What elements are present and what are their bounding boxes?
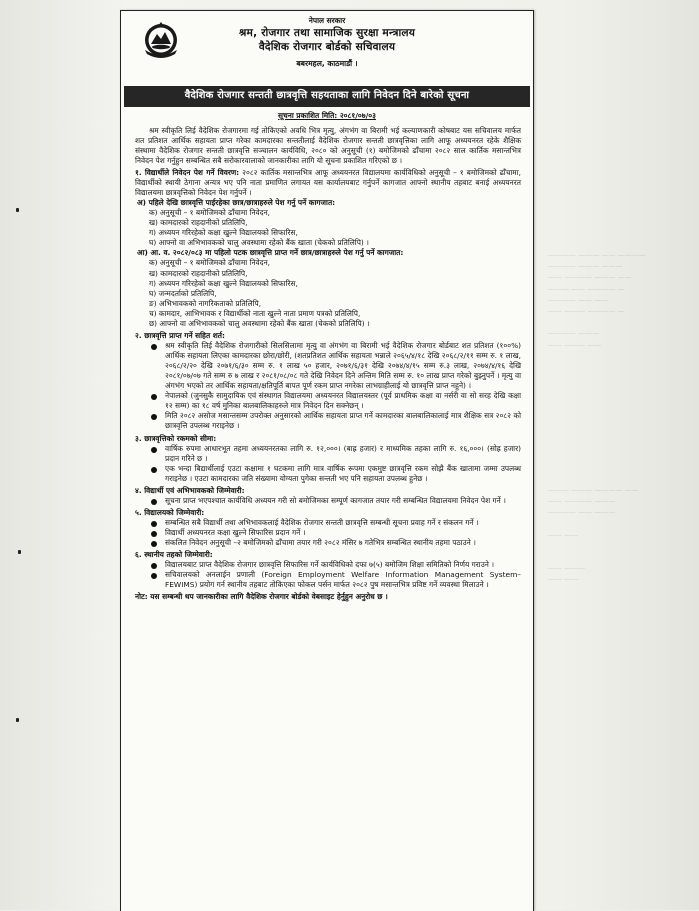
- list-item: सम्बन्धित सबै विद्यार्थी तथा अभिभावकलाई वैदेशिक रोजगार सन्तती छात्रवृत्ति सम्बन्धी सूचना प्रवाह गर्ने र संकलन गर्ने ।: [147, 518, 521, 528]
- list-item: ङ) अभिभावकको नागरिकताको प्रतिलिपि,: [149, 298, 262, 308]
- board-name: वैदेशिक रोजगार बोर्डको सचिवालय: [258, 41, 396, 54]
- section-2: [135, 331, 521, 432]
- section-5: [135, 508, 521, 548]
- list-item: श्रम स्वीकृति लिई वैदेशिक रोजगारीको सिलसिलामा मृत्यु वा अंगभंग वा बिरामी भई वैदेशिक रोजगार बोर्डबाट शत प्रतिशत (१००%) आर्थिक सहायता लिएका कामदारका छोरा/छोरी, (शतप्रतिशत आर्थिक सहायता भन्नाले २०६५/४/१८ देखि २०६८/२/११ सम्म रु. १ लाख, २०६८/२/२० देखि २०७१/६/३० सम्म रु. १ लाख ५० हजार, २०७१/६/३१ देखि २०७४/४/१५ सम्म रु.३ लाख, २०७४/४/१६ देखि २०८१/०७/०७ गते सम्म रु ७ लाख र २०८१/०८/०८ गते देखि निवेदन दिने अन्तिम मिति सम्म रु. १० लाख प्राप्त गरेको बुझ्नुपर्ने । मृत्यु वा अंगभंग भएको तर आर्थिक सहायता/क्षतिपूर्ति बापत पूर्ण रकम प्राप्त नगरेका लाभग्राहीलाई यो छात्रवृत्ति प्राप्त नहुने) ।: [147, 341, 521, 391]
- bullet-list: [147, 518, 521, 548]
- binder-hole-mark: [18, 550, 21, 554]
- gov-label: नेपाल सरकार: [308, 16, 346, 25]
- publish-date: सूचना प्रकाशित मिति: २०८१/०७/०३: [278, 110, 376, 120]
- intro-paragraph: श्रम स्वीकृति लिई वैदेशिक रोजगारमा गई तोकिएको अवधि भित्र मृत्यु, अंगभंग वा बिरामी भई कल्याणकारी कोषबाट यस सचिवालय मार्फत शत प्रतिशत आर्थिक सहायता प्राप्त गरेका कामदारका सन्ततीलाई वैदेशिक रोजगार सन्तती छात्रवृत्तिका लागि आफू अध्ययनरत रहेके शैक्षिक संस्थामा वैदेशिक रोजगार सन्तती छात्रवृत्ति सञ्चालन कार्यविधि, २०८० को अनुसूची (१) बमोजिमको ढाँचामा २०८२ साल कार्तिक मसान्तभित्र निवेदन पेश गर्नुहुन सम्बन्धित सबै सरोकारवालाको जानकारीका लागि यो सूचना प्रकाशित गरिएको छ ।: [135, 125, 521, 165]
- section-heading: ४. विद्यार्थी एवं अभिभावकको जिम्मेवारी:: [135, 485, 245, 495]
- section-heading: २. छात्रवृत्ति प्राप्त गर्ने सहित शर्त:: [135, 330, 225, 340]
- binder-hole-mark: [16, 718, 19, 722]
- list-item: ख) कामदारको राहदानीको प्रतिलिपि,: [149, 218, 248, 228]
- list-item: ग) अध्ययन गरिरहेको कक्षा खुल्ने विद्यालयको सिफारिस,: [149, 228, 298, 238]
- list-item: नेपालको (जुनसुकै सामुदायिक एवं संस्थागत विद्यालयमा अध्ययनरत विद्यालयस्तर (पूर्व प्राथमिक कक्षा वा नर्सरी वा सो सरह देखि कक्षा १२ सम्म) का १८ वर्ष मुनिका बालबालिकाहरुले मात्र निवेदन दिन सक्नेछन् ।: [147, 391, 521, 411]
- list-item: घ) जन्मदर्ताको प्रतिलिपि,: [149, 288, 217, 298]
- bullet-list: [147, 560, 521, 590]
- bleed-through-text: ———— ——— —— ———— ———— ——— ——— —— ———— ——— —— ——— —— ———— — ———— —— —— —— ——— ———— — ———— ——— —— ——— —— ——— ——— ———— —— —— ———— ——— ———— —— ——— —— —— —— ——— —— ——: [548, 251, 646, 584]
- list-item: क) अनुसूची – १ बमोजिमको ढाँचामा निवेदन,: [149, 208, 271, 218]
- subsection-heading: अ) पहिले देखि छात्रवृत्ति पाईरहेका छात्र/छात्राहरुले पेश गर्नु पर्ने कागजात:: [137, 198, 336, 208]
- bullet-list: [147, 341, 521, 432]
- section-6: [135, 550, 521, 590]
- section-1: [135, 168, 521, 329]
- section-heading: ६. स्थानीय तहको जिम्मेवारी:: [135, 550, 213, 560]
- section-heading: १. विद्यार्थीले निवेदन पेश गर्ने विवरण:: [135, 167, 240, 177]
- document-list-new: [149, 258, 521, 328]
- ministry-name: श्रम, रोजगार तथा सामाजिक सुरक्षा मन्त्रालय: [238, 27, 416, 40]
- bullet-list: [147, 496, 521, 506]
- section-3: [135, 434, 521, 484]
- list-item: विद्यार्थी अध्ययनरत कक्षा खुल्ने सिफारिस प्रदान गर्ने ।: [147, 528, 521, 538]
- list-item: क) अनुसूची – १ बमोजिमको ढाँचामा निवेदन,: [149, 258, 271, 268]
- list-item: विद्यालयबाट प्राप्त वैदेशिक रोजगार छात्रवृत्ति सिफारिस गर्ने कार्यविधिको दफा ७(५) बमोजिम शिक्षा समितिको निर्णय गराउने ।: [147, 560, 521, 570]
- notice-body: [121, 121, 533, 603]
- section-4: [135, 486, 521, 506]
- list-item: च) कामदार, आभिभावक र विद्यार्थीको नाता खुल्ने नाता प्रमाण पत्रको प्रतिलिपि,: [149, 308, 361, 318]
- office-address: बबरमहल, काठमाडौं ।: [296, 58, 358, 68]
- list-item: एक भन्दा बिद्यार्थीलाई एउटा कक्षामा १ घटकमा लागि मात्र वार्षिक रूपमा एकमुष्ट छात्रवृत्ति रकम सोझै बैंक खातामा जम्मा उपलब्ध गराइनेछ । एउटा कामदारका जति संख्यामा योग्यता पुगेका सन्तती भए पनि सहायता उपलब्ध हुनेछ ।: [147, 464, 521, 484]
- letterhead: [121, 11, 533, 78]
- bullet-list: [147, 444, 521, 484]
- section-text: २०८२ कार्तिक मसान्तभित्र आफू अध्ययनरत विद्यालयमा कार्यविधिको अनुसूची – १ बमोजिमको ढाँचामा, विद्यार्थीको स्थायी ठेगाना अन्यत्र भए पनि नाता प्रमाणित लगायत यस कार्यालयबाट गर्नुपर्ने कागजात आफ्नो स्थानीय तहबाट बनाई अध्ययनरत विद्यालयमा छात्रवृत्तिको निवेदन पेश गर्नुपर्ने ।: [135, 167, 521, 198]
- section-heading: ३. छात्रवृत्तिको रकमको सीमा:: [135, 433, 217, 443]
- list-item: घ) आफ्नो वा अभिभावकको चालु अवस्थामा रहेको बैंक खाता (चेकको प्रतिलिपि) ।: [149, 238, 369, 248]
- notice-paper: [120, 10, 534, 911]
- list-item: संकलित निवेदन अनुसूची –२ बमोजिमको ढाँचामा तयार गरी २०८२ मंसिर ७ गतेभित्र सम्बन्धित स्थानीय तहमा पठाउने ।: [147, 538, 521, 548]
- notice-title: वैदेशिक रोजगार सन्तती छात्रवृत्ति सहयताका लागि निवेदन दिने बारेको सूचना: [124, 86, 530, 107]
- cut-off-footer-line: नोट: यस सम्बन्धी थप जानकारीका लागि वैदेशिक रोजगार बोर्डको वेबसाइट हेर्नुहुन अनुरोध छ ।: [135, 592, 388, 602]
- list-item: ख) कामदारको राहदानीको प्रतिलिपि,: [149, 268, 248, 278]
- list-item: सचिवालयको अनलाईन प्रणाली (Foreign Employment Welfare Information Management System–FEWIMS) प्रयोग गर्न स्थानीय तहबाट तोकिएका फोकल पर्सन मार्फत २०८२ पुष मसान्तभित्र प्रविष्ट गर्ने व्यवस्था मिलाउने ।: [147, 570, 521, 590]
- list-item: मिति २०८२ असोज मसान्तसम्म उपरोक्त अनुसारको आर्थिक सहायता प्राप्त गर्ने कामदारका बालबालिकालाई मात्र शैक्षिक सत्र २०८२ को छात्रवृत्ति उपलब्ध गराइनेछ ।: [147, 411, 521, 431]
- list-item: छ) आफ्नो वा अभिभावकको चालु अवस्थामा रहेको बैंक खाता (चेकको प्रतिलिपि) ।: [149, 318, 370, 328]
- binder-hole-mark: [16, 208, 19, 212]
- subsection-heading: आ) आ. व. २०८२/०८३ मा पहिलो पटक छात्रवृत्ति प्राप्त गर्ने छात्र/छात्राहरुले पेश गर्नु पर्ने कागजात:: [137, 248, 404, 258]
- list-item: वार्षिक रुपमा आधारभूत तहमा अध्ययनरतका लागि रु. १२,०००। (बाह्र हजार) र माध्यमिक तहका लागि रु. १६,०००। (सोह्र हजार) प्रदान गरिने छ ।: [147, 444, 521, 464]
- document-list-existing: [149, 208, 521, 248]
- list-item: सूचना प्राप्त भएपश्चात कार्यविधि अध्ययन गरी सो बमोजिमका सम्पूर्ण कागजात तयार गरी सम्बन्धित विद्यालयमा निवेदन पेश गर्ने ।: [147, 496, 521, 506]
- section-heading: ५. विद्यालयको जिम्मेवारी:: [135, 507, 205, 517]
- nepal-emblem-icon: [141, 20, 181, 58]
- list-item: ग) अध्ययन गरिरहेको कक्षा खुल्ने विद्यालयको सिफारिस,: [149, 278, 298, 288]
